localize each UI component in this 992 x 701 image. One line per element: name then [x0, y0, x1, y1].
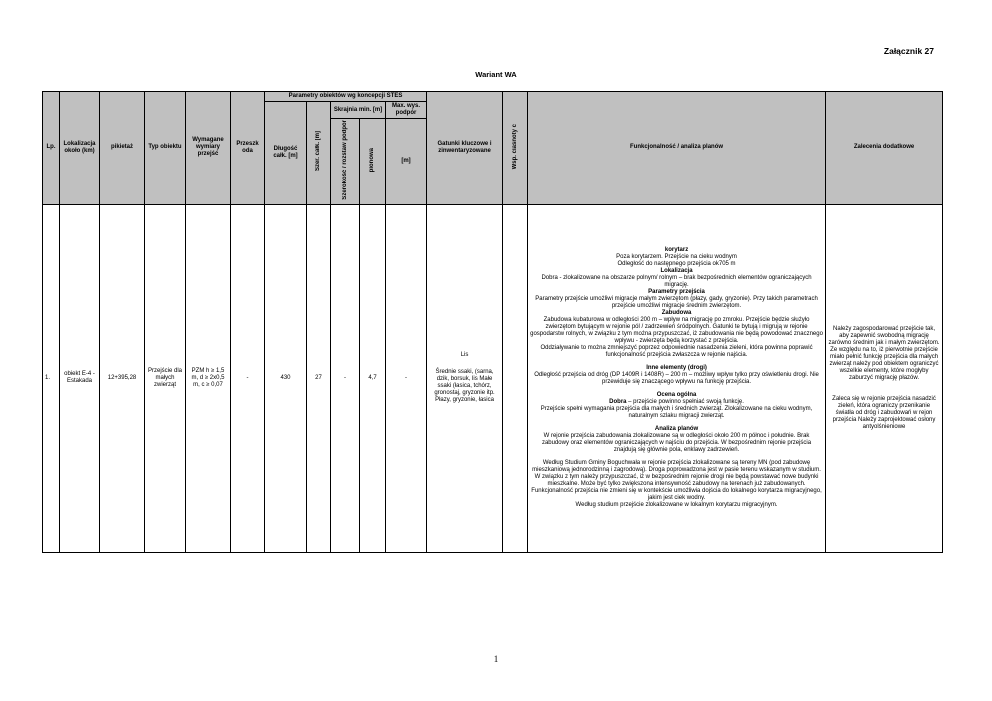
cell-width: 27 — [307, 204, 331, 552]
cell-species — [427, 204, 503, 552]
cell-type: Przejście dla małych zwierząt — [145, 204, 186, 552]
text-zabudowa-2: Oddziaływanie to można zmniejszyć poprzez odpowiednie nasadzenia zieleni, która powinna poprawić funkcjonalność przejścia zwłaszcza w rejonie najścia. — [540, 345, 813, 359]
heading-ocena: Ocena ogólna — [656, 392, 697, 399]
ocena-rest: – przejście powinno spełniać swoją funkcję. — [626, 399, 744, 406]
col-length: Długość całk. [m] — [265, 102, 307, 205]
group-header: Parametry obiektów wg koncepcji STES — [265, 92, 427, 102]
page-number: 1 — [493, 654, 499, 664]
col-support-unit: [m] — [386, 119, 427, 205]
text-analiza-2: Według Studium Gminy Boguchwała w rejonie przejścia zlokalizowane są tereny MN (pod zabudowę mieszkaniową jednorodzinną i zagrodową). Droga poprowadzona jest w pasie terenu wskazanym w studium. W związku z tym należy przypuszczać, iż w bezpośrednim rejonie drogi nie będą powstawać nowe budynki mieszkalne. Może być tylko zwiększona intensywność zabudowy na terenach już zabudowanych. Funkcjonalność przejścia nie zmieni się w kontekście umożliwia dojścia do lokalnego korytarza migracyjnego, jakim jest ciek wodny. — [531, 460, 822, 502]
text-korytarz-2: Odległość do następnego przejścia ok705 m — [617, 261, 736, 268]
text-lokalizacja: Dobra - zlokalizowane na obszarze polnym/ rolnym – brak bezpośrednich elementów ograniczających migrację. — [541, 275, 812, 289]
cell-functionality — [528, 204, 826, 552]
max-support-header: Max. wys. podpór — [386, 102, 427, 119]
col-functionality: Funkcjonalność / analiza planów — [528, 92, 826, 205]
col-chainage: pikietaż — [100, 92, 145, 205]
col-coefficient: Wsp. ciasnoty c — [503, 92, 528, 205]
cell-coefficient — [503, 204, 528, 552]
ocena-grade: Dobra — [609, 399, 627, 406]
variant-title: Wariant WA — [475, 70, 517, 79]
col-width: Szer. całk. [m] — [307, 102, 331, 205]
heading-lokalizacja: Lokalizacja — [660, 268, 693, 275]
text-zabudowa-1: Zabudowa kubaturowa w odległości 200 m – wpływ na migrację po zmroku. Przejście będzie służyło zwierzętom bytującym w rejonie pól / zadrzewień śródpolnych. Gatunki te bytują i migrują w rejonie gospodarstw rolnych, w związku z tym można przypuszczać, iż zabudowania nie będą powodować znacznego wpływu - zwierzęta będą korzystać z przejścia. — [530, 317, 823, 345]
cell-length: 430 — [265, 204, 307, 552]
heading-inne: Inne elementy (drogi) — [646, 365, 707, 372]
heading-analiza: Analiza planów — [654, 426, 699, 433]
heading-korytarz: korytarz — [664, 247, 689, 254]
cell-obstacle: - — [231, 204, 265, 552]
table-row — [43, 204, 943, 552]
text-ocena — [530, 399, 823, 406]
col-obstacle: Przeszk oda — [231, 92, 265, 205]
col-vertical: pionowa — [360, 119, 386, 205]
cell-clear-width: - — [331, 204, 360, 552]
attachment-label: Załącznik 27 — [883, 46, 934, 56]
cell-location: obiekt E-4 - Estakada — [60, 204, 100, 552]
text-ocena-2: Przejście spełni wymagania przejścia dla małych i średnich zwierząt. Zlokalizowane na cieku wodnym, naturalnym szlaku migracji zwierząt. — [540, 406, 813, 420]
col-species: Gatunki kluczowe i zinwentaryzowane — [427, 92, 503, 205]
text-korytarz-1: Poza korytarzem. Przejście na cieku wodnym — [616, 254, 737, 261]
cell-chainage: 12+395,28 — [100, 204, 145, 552]
recommendation-2: Zaleca się w rejonie przejścia nasadzić zieleń, która ograniczy przenikanie światła od dróg i zabudowań w rejon przejścia Należy zaprojektować osłony antyolśnieniowe — [832, 395, 936, 430]
text-analiza-3: Według studium przejście zlokalizowane w lokalnym korytarzu migracyjnym. — [575, 502, 778, 509]
clearance-header: Skrajnia min. [m] — [331, 102, 386, 119]
cell-recommendations — [826, 204, 943, 552]
heading-parametry: Parametry przejścia — [648, 289, 705, 296]
col-lp: Lp. — [43, 92, 60, 205]
text-analiza-1: W rejonie przejścia zabudowania zlokalizowane są w odległości około 200 m północ i południe. Brak zabudowy oraz elementów ograniczających w najściu do przejścia. W bezpośrednim rejonie przejścia znajdują się głównie pola, enklawy zadrzewień. — [541, 433, 812, 454]
species-list: Średnie ssaki, (sarna, dzik, borsuk, lis Małe ssaki (łasica, tchórz, gronostaj, gryzonie itp. Płazy, gryzonie, łasica — [434, 369, 495, 404]
text-inne: Odległość przejścia od dróg (DP 1409R i 1408R) – 200 m – możliwy wpływ tylko przy oświetleniu drogi. Nie przewiduje się znaczącego wpływu na funkcję przejścia. — [534, 372, 819, 386]
cell-support: - — [386, 204, 427, 552]
col-type: Typ obiektu — [145, 92, 186, 205]
species-primary: Lis — [460, 352, 469, 359]
col-recommendations: Zalecenia dodatkowe — [826, 92, 943, 205]
text-parametry: Parametry przejście umożliwi migracje małym zwierzętom (płazy, gady, gryzonie). Przy takich parametrach przejście umożliwi migracje średnim zwierzętom. — [535, 296, 818, 310]
col-location: Lokalizacja około (km) — [60, 92, 100, 205]
objects-table — [42, 91, 943, 553]
col-clear-width: Szerokość / rozstaw podpór — [331, 119, 360, 205]
heading-zabudowa: Zabudowa — [661, 310, 692, 317]
cell-vertical: 4,7 — [360, 204, 386, 552]
cell-lp: 1. — [43, 204, 60, 552]
col-required-dimensions: Wymagane wymiary przejść — [186, 92, 231, 205]
cell-required: PZM h ≥ 1,5 m, d ≥ 2x0,5 m, c ≥ 0,07 — [186, 204, 231, 552]
recommendation-1: Należy zagospodarować przejście tak, aby zapewnić swobodną migrację zarówno średnim jak i małym zwierzętom. Ze względu na to, iż pierwotnie przejście miało pełnić funkcję przejścia dla małych zwierząt należy pod obiektem ograniczyć wszelkie elementy, które mogłyby zaburzyć migrację płazów. — [828, 325, 940, 381]
